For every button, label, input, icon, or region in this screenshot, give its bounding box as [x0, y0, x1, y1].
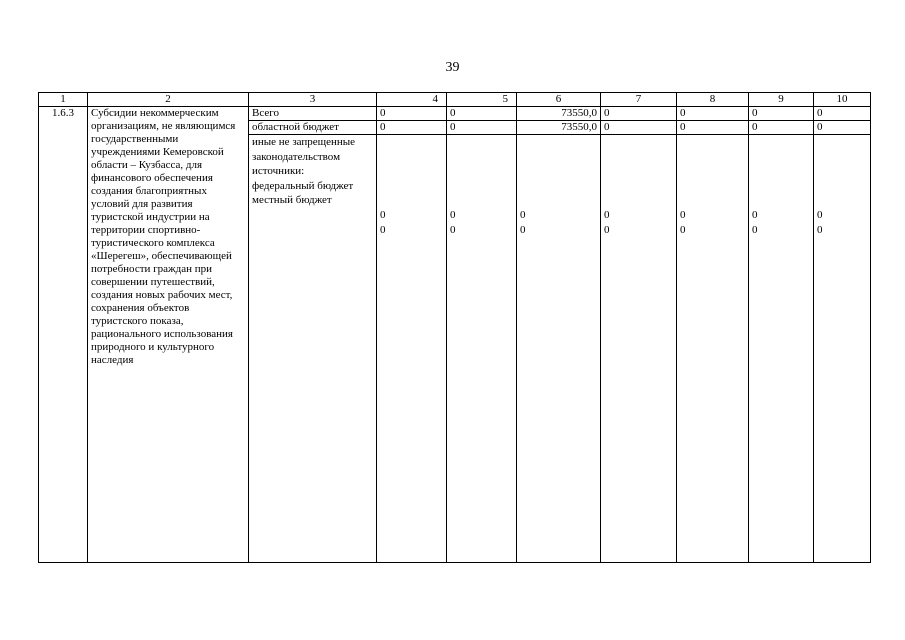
cell-local-7: 0 — [604, 223, 610, 236]
cell-regional-10: 0 — [814, 121, 871, 135]
column-header-3: 3 — [249, 93, 377, 107]
column-header-7: 7 — [601, 93, 677, 107]
other-sources-cell — [249, 135, 377, 563]
cell-total-4: 0 — [377, 107, 447, 121]
page-number: 39 — [445, 60, 460, 75]
cell-local-9: 0 — [752, 223, 758, 236]
cell-other-7 — [601, 135, 677, 563]
cell-regional-7: 0 — [601, 121, 677, 135]
cell-other-6 — [517, 135, 601, 563]
column-header-8: 8 — [677, 93, 749, 107]
cell-regional-8: 0 — [677, 121, 749, 135]
column-header-6: 6 — [517, 93, 601, 107]
cell-federal-5: 0 — [450, 209, 456, 221]
cell-other-8 — [677, 135, 749, 563]
other-sources-label: иные не запрещенные законодательством источники: — [252, 136, 356, 178]
cell-local-10: 0 — [817, 223, 823, 236]
source-label-regional: областной бюджет — [249, 121, 377, 135]
cell-total-9: 0 — [749, 107, 814, 121]
cell-local-8: 0 — [680, 223, 686, 236]
cell-regional-9: 0 — [749, 121, 814, 135]
cell-total-10: 0 — [814, 107, 871, 121]
local-label: местный бюджет — [252, 194, 332, 207]
cell-local-4: 0 — [380, 223, 386, 236]
column-header-9: 9 — [749, 93, 814, 107]
cell-federal-4: 0 — [380, 209, 386, 221]
row-name: Субсидии некоммерческим организациям, не являющимся государственными учреждениями Кемеровской области – Кузбасса, для финансового обеспечения создания благоприятных условий для развития туристской индустрии на территории спортивно-туристического комплекса «Шерегеш», обеспечивающей потребности граждан при совершении путешествий, создания новых рабочих мест, сохранения объектов туристского показа, рационального использования природного и культурного наследия — [88, 107, 249, 563]
cell-other-9 — [749, 135, 814, 563]
column-header-10: 10 — [814, 93, 871, 107]
cell-regional-5: 0 — [447, 121, 517, 135]
cell-total-8: 0 — [677, 107, 749, 121]
column-header-4: 4 — [377, 93, 447, 107]
table-row-total — [39, 107, 871, 121]
cell-local-6: 0 — [520, 223, 526, 236]
cell-local-5: 0 — [450, 223, 456, 236]
cell-federal-7: 0 — [604, 209, 610, 221]
cell-regional-4: 0 — [377, 121, 447, 135]
cell-total-7: 0 — [601, 107, 677, 121]
column-header-5: 5 — [447, 93, 517, 107]
cell-other-4 — [377, 135, 447, 563]
cell-federal-8: 0 — [680, 209, 686, 221]
cell-federal-9: 0 — [752, 209, 758, 221]
cell-other-10 — [814, 135, 871, 563]
table-header — [39, 93, 871, 107]
cell-total-6: 73550,0 — [517, 107, 601, 121]
cell-total-5: 0 — [447, 107, 517, 121]
row-code: 1.6.3 — [39, 107, 88, 563]
cell-other-5 — [447, 135, 517, 563]
program-table — [38, 92, 871, 563]
cell-federal-10: 0 — [817, 209, 823, 221]
column-header-2: 2 — [88, 93, 249, 107]
source-label-total: Всего — [249, 107, 377, 121]
federal-label: федеральный бюджет — [252, 179, 354, 192]
cell-regional-6: 73550,0 — [517, 121, 601, 135]
cell-federal-6: 0 — [520, 209, 526, 221]
column-header-1: 1 — [39, 93, 88, 107]
